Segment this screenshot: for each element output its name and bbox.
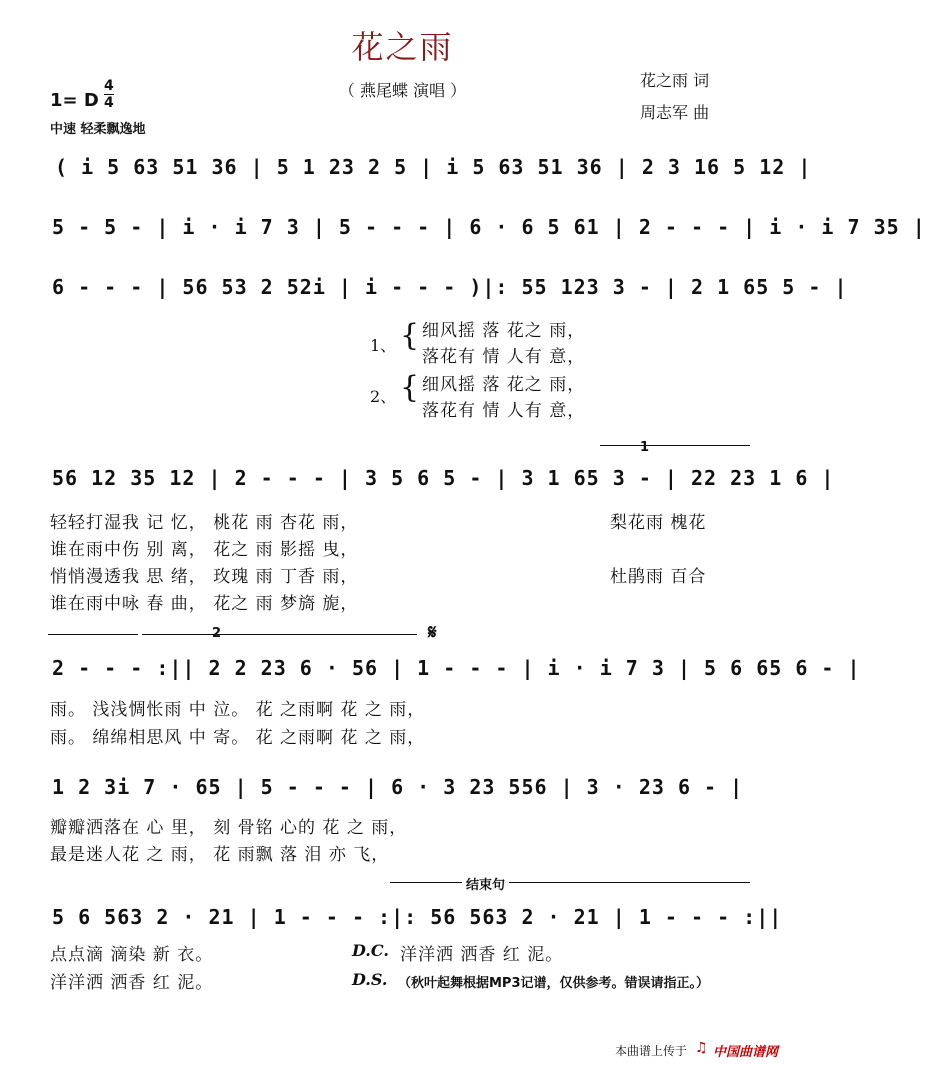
verse-c-line-1: 雨。 浅浅惆怅雨 中 泣。 花 之雨啊 花 之 雨，: [50, 700, 426, 720]
verse-d-line-1: 瓣瓣洒落在 心 里， 刻 骨铭 心的 花 之 雨，: [50, 818, 408, 838]
upload-text: 本曲谱上传于: [615, 1044, 688, 1058]
song-title: 花之雨: [351, 28, 454, 66]
ending-bracket: [390, 882, 750, 883]
volta-1-continuation: [48, 634, 138, 635]
notation-row-3: 6 - - - | 56 53 2 52i | i - - - )|: 55 123 3 - | 2 1 65 5 - |: [52, 275, 848, 299]
site-logo: [695, 1040, 795, 1058]
verse-e-line-1: 点点滴 滴染 新 衣。: [50, 945, 214, 965]
verse-a-line-2: 落花有 情 人有 意，: [422, 347, 586, 367]
verse-b-line-1: 轻轻打湿我 记 忆， 桃花 雨 杏花 雨，: [50, 513, 359, 533]
time-signature: [104, 78, 114, 111]
notation-row-2: 5 - 5 - | i · i 7 3 | 5 - - - | 6 · 6 5 61 | 2 - - - | i · i 7 35 |: [52, 215, 926, 239]
tempo-marking: 中速 轻柔飘逸地: [50, 122, 146, 137]
site-name: 中国曲谱网: [713, 1045, 779, 1060]
notation-row-4: 56 12 35 12 | 2 - - - | 3 5 6 5 - | 3 1 65 3 - | 22 23 1 6 |: [52, 466, 835, 490]
ending-label: 结束句: [462, 874, 509, 893]
verse-marker-2: 2、: [370, 387, 397, 406]
segno-sign: 𝄋: [428, 620, 437, 644]
verse-b-line-4: 谁在雨中咏 春 曲， 花之 雨 梦旖 旎，: [50, 594, 359, 614]
verse-c-line-2: 雨。 绵绵相思风 中 寄。 花 之雨啊 花 之 雨，: [50, 728, 426, 748]
music-note-icon: ♫: [695, 1040, 708, 1056]
verse-e-line-1-end: 洋洋洒 洒香 红 泥。: [400, 945, 564, 965]
verse-b-line-3: 悄悄漫透我 思 绪， 玫瑰 雨 丁香 雨，: [50, 567, 359, 587]
notation-row-6: 1 2 3i 7 · 65 | 5 - - - | 6 · 3 23 556 | 3 · 23 6 - |: [52, 775, 744, 799]
verse-b-line-1-end: 梨花雨 槐花: [610, 513, 707, 533]
ds-marking: D.S.: [352, 970, 388, 989]
key-signature: 1= D: [50, 90, 99, 111]
verse-b-line-2: 谁在雨中伤 别 离， 花之 雨 影摇 曳，: [50, 540, 359, 560]
volta-1-label: 1: [640, 440, 650, 455]
composer-credit: 周志军 曲: [640, 103, 710, 122]
notation-row-1: ( i 5 63 51 36 | 5 1 23 2 5 | i 5 63 51 36 | 2 3 16 5 12 |: [55, 155, 812, 179]
notation-row-5: 2 - - - :|| 2 2 23 6 · 56 | 1 - - - | i · i 7 3 | 5 6 65 6 - |: [52, 656, 861, 680]
verse-marker-1: 1、: [370, 336, 397, 355]
transcription-note: （秋叶起舞根据MP3记谱，仅供参考。错误请指正。）: [398, 976, 710, 991]
dc-marking: D.C.: [352, 941, 389, 960]
verse-e-line-2: 洋洋洒 洒香 红 泥。: [50, 973, 214, 993]
lyricist-credit: 花之雨 词: [640, 71, 710, 90]
time-signature-top: 4: [104, 78, 114, 94]
brace-2: {: [400, 370, 420, 405]
brace-1: {: [400, 318, 420, 353]
volta-2-label: 2: [212, 626, 222, 641]
verse-b-line-3-end: 杜鹃雨 百合: [610, 567, 707, 587]
verse-a-line-3: 细风摇 落 花之 雨，: [422, 375, 586, 395]
verse-a-line-1: 细风摇 落 花之 雨，: [422, 321, 586, 341]
volta-2-bracket: [142, 634, 417, 635]
volta-1-bracket: [600, 445, 750, 446]
time-signature-bottom: 4: [104, 95, 114, 111]
verse-a-line-4: 落花有 情 人有 意，: [422, 401, 586, 421]
performer-subtitle: （ 燕尾蝶 演唱 ）: [338, 81, 467, 100]
notation-row-7: 5 6 563 2 · 21 | 1 - - - :|: 56 563 2 · 21 | 1 - - - :||: [52, 905, 783, 929]
verse-d-line-2: 最是迷人花 之 雨， 花 雨飘 落 泪 亦 飞，: [50, 845, 390, 865]
